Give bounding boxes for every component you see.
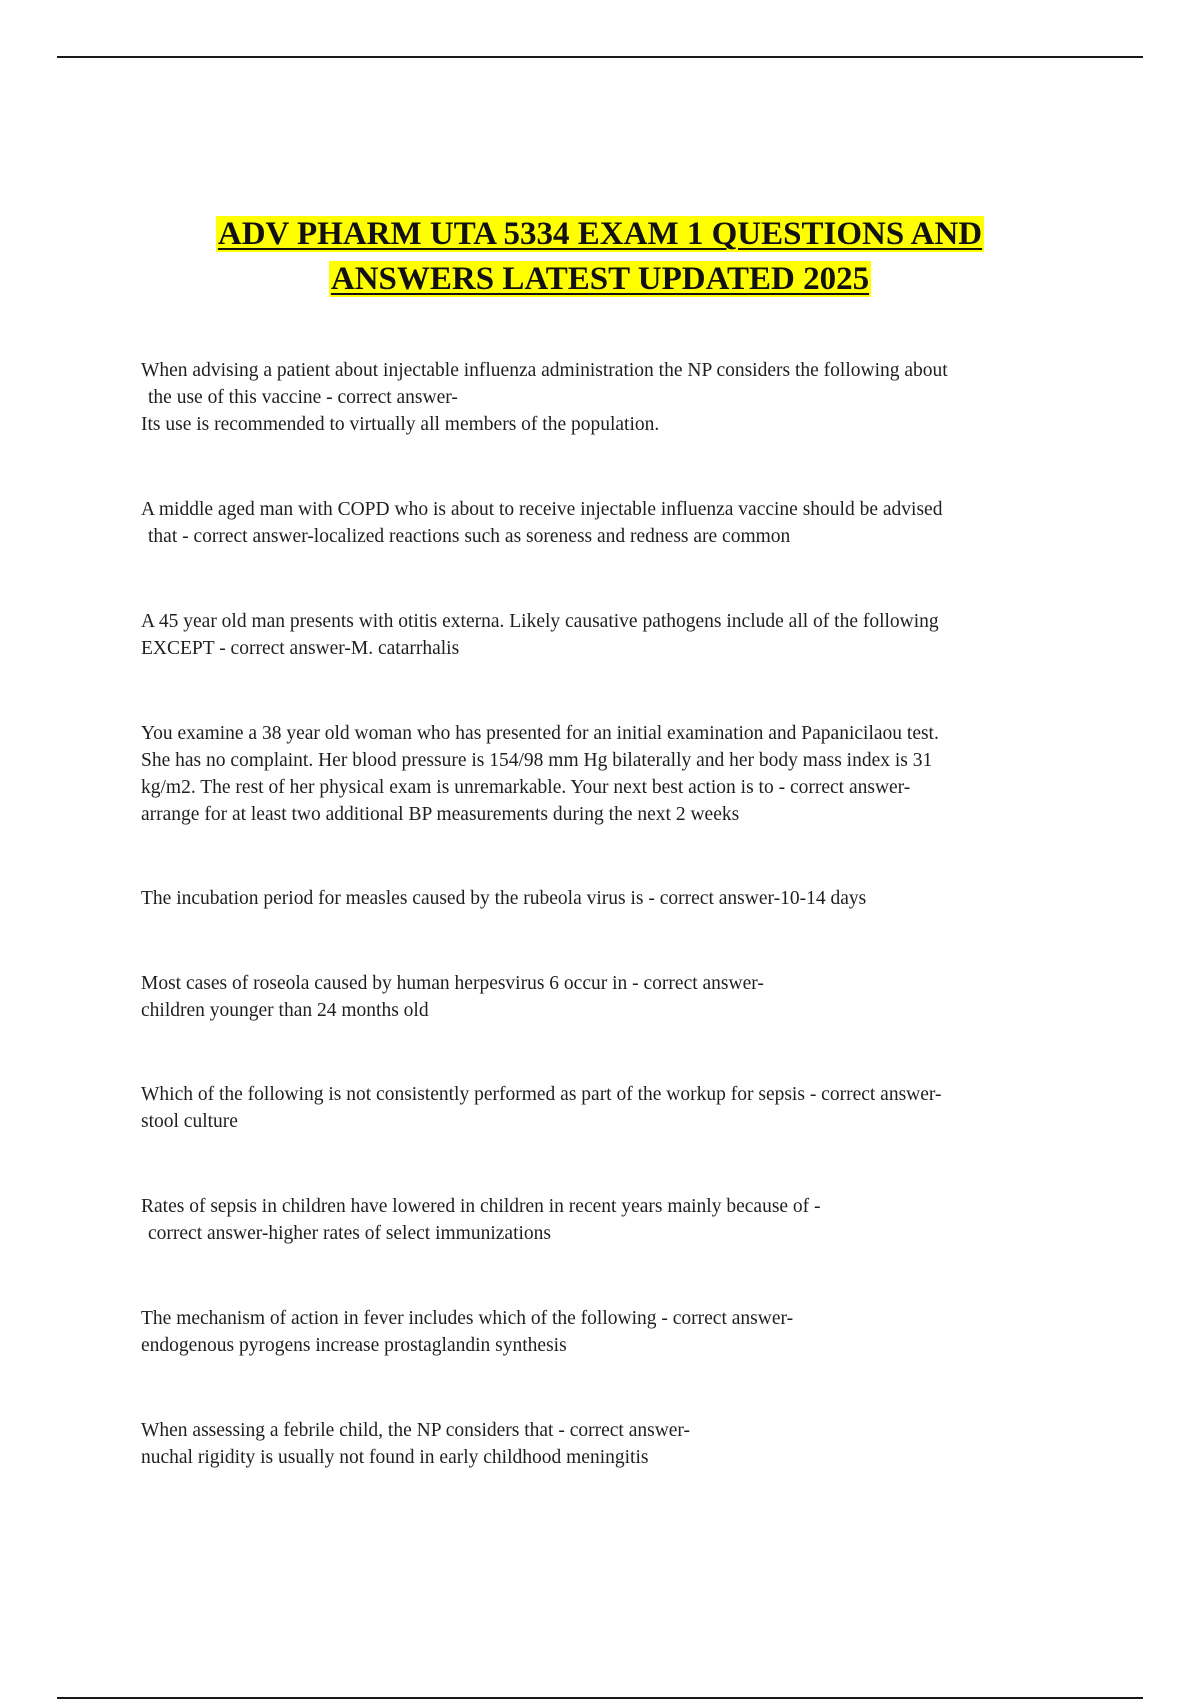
qa-line: Its use is recommended to virtually all members of the population. (141, 414, 660, 435)
qa-line: She has no complaint. Her blood pressure is 154/98 mm Hg bilaterally and her body mass index is 31 (141, 750, 933, 771)
qa-line: A 45 year old man presents with otitis externa. Likely causative pathogens include all of the following (141, 611, 939, 632)
qa-item (141, 1193, 1081, 1247)
qa-item (141, 1081, 1081, 1135)
qa-line: Which of the following is not consistently performed as part of the workup for sepsis - correct answer- (141, 1084, 942, 1105)
qa-line: children younger than 24 months old (141, 1000, 429, 1021)
qa-line: When assessing a febrile child, the NP considers that - correct answer- (141, 1420, 691, 1441)
title-line-1: ADV PHARM UTA 5334 EXAM 1 QUESTIONS AND (217, 216, 983, 252)
qa-item (141, 885, 1081, 912)
bottom-rule (57, 1697, 1143, 1699)
qa-item (141, 970, 1081, 1024)
qa-item (141, 496, 1081, 550)
document-title (100, 212, 1100, 302)
qa-line: EXCEPT - correct answer-M. catarrhalis (141, 638, 460, 659)
qa-line: Most cases of roseola caused by human herpesvirus 6 occur in - correct answer- (141, 973, 764, 994)
qa-item (141, 720, 1081, 828)
qa-line: endogenous pyrogens increase prostaglandin synthesis (141, 1335, 567, 1356)
title-line-2: ANSWERS LATEST UPDATED 2025 (330, 261, 870, 297)
qa-line: The incubation period for measles caused by the rubeola virus is - correct answer-10-14 days (141, 888, 867, 909)
qa-line: nuchal rigidity is usually not found in early childhood meningitis (141, 1447, 649, 1468)
qa-line: You examine a 38 year old woman who has presented for an initial examination and Papanicilaou test. (141, 723, 939, 744)
qa-line: the use of this vaccine - correct answer- (148, 387, 458, 408)
qa-item (141, 1305, 1081, 1359)
qa-line: stool culture (141, 1111, 238, 1132)
qa-item (141, 608, 1081, 662)
qa-line: correct answer-higher rates of select immunizations (148, 1223, 551, 1244)
qa-line: Rates of sepsis in children have lowered in children in recent years mainly because of - (141, 1196, 821, 1217)
qa-item (141, 357, 1081, 438)
qa-line: that - correct answer-localized reactions such as soreness and redness are common (148, 526, 791, 547)
qa-line: When advising a patient about injectable influenza administration the NP considers the following about (141, 360, 948, 381)
qa-item (141, 1417, 1081, 1471)
qa-line: kg/m2. The rest of her physical exam is unremarkable. Your next best action is to - correct answer- (141, 777, 911, 798)
qa-line: The mechanism of action in fever includes which of the following - correct answer- (141, 1308, 794, 1329)
qa-line: arrange for at least two additional BP measurements during the next 2 weeks (141, 804, 740, 825)
qa-line: A middle aged man with COPD who is about to receive injectable influenza vaccine should be advised (141, 499, 943, 520)
top-rule (57, 56, 1143, 58)
